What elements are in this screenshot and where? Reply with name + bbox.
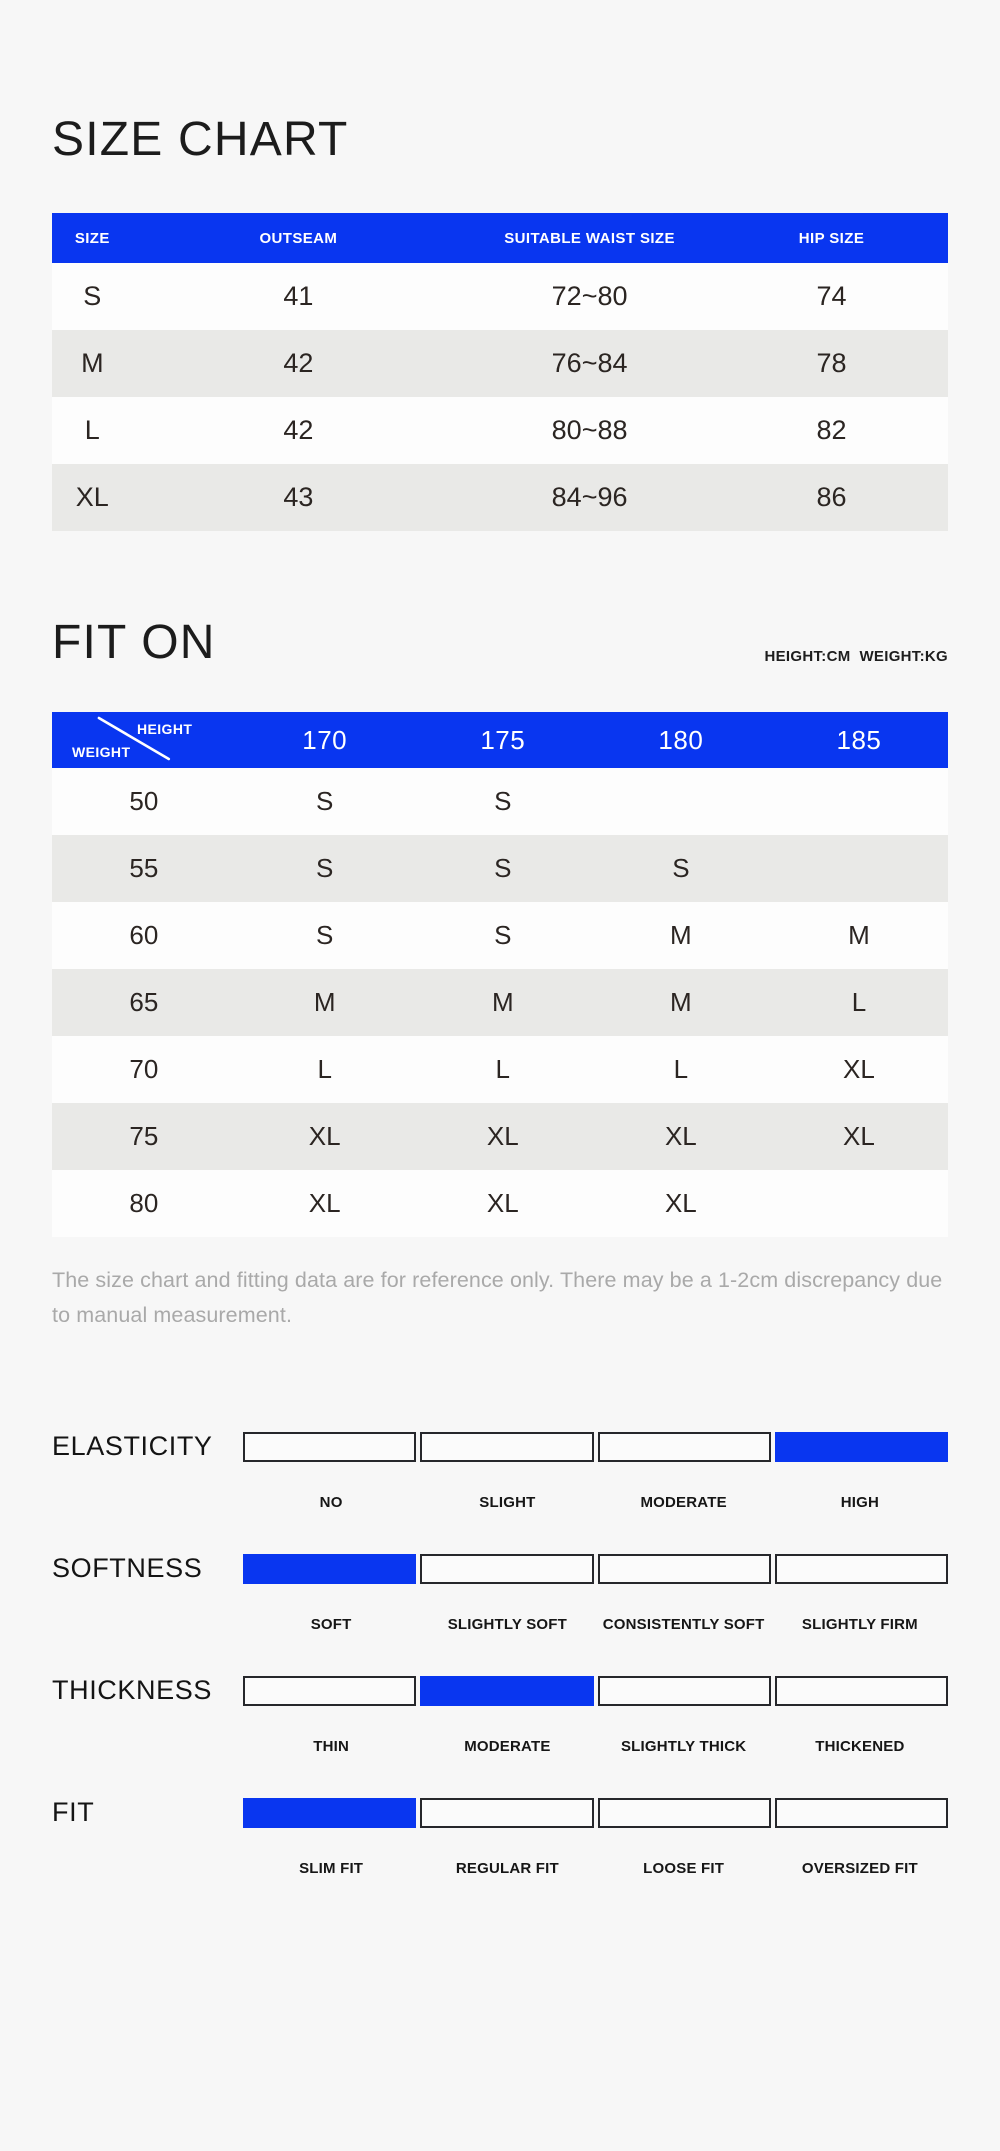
attribute-label: ELASTICITY: [52, 1431, 213, 1461]
fit-cell: XL: [308, 1121, 341, 1151]
disclaimer-text: The size chart and fitting data are for reference only. There may be a 1-2cm discrepancy due to manual measurement.: [52, 1268, 943, 1327]
hip-cell: 82: [816, 415, 847, 445]
weight-cell: 75: [129, 1121, 159, 1151]
scale-option-label: THICKENED: [815, 1738, 905, 1755]
table-row: [52, 397, 948, 464]
scale-option-label: OVERSIZED FIT: [801, 1860, 918, 1877]
fit-cell: M: [491, 987, 514, 1017]
fit-cell: M: [848, 920, 870, 950]
fit-cell: S: [672, 853, 690, 883]
fit-cell: S: [316, 853, 334, 883]
scale-segment: [420, 1554, 593, 1584]
hip-cell: 74: [816, 281, 847, 311]
fit-cell: L: [851, 987, 867, 1017]
waist-cell: 80~88: [551, 415, 628, 445]
scale-option-label: REGULAR FIT: [455, 1860, 559, 1877]
scale-segment: [243, 1554, 416, 1584]
fit-cell: S: [316, 786, 334, 816]
size-chart-header: [52, 213, 948, 263]
fit-cell: XL: [486, 1188, 519, 1218]
scale-option-label: MODERATE: [640, 1494, 727, 1511]
fit-on-table: [52, 712, 948, 1237]
scale-segment: [775, 1676, 948, 1706]
scale-option-label: NO: [319, 1494, 343, 1511]
fit-cell: L: [495, 1054, 511, 1084]
weight-cell: 70: [129, 1054, 159, 1084]
size-chart-title: SIZE CHART: [52, 113, 349, 166]
elasticity-scale-bar: [243, 1432, 948, 1462]
attribute-label: FIT: [52, 1797, 95, 1827]
scale-option-label: CONSISTENTLY SOFT: [602, 1616, 765, 1633]
weight-cell: 80: [129, 1188, 159, 1218]
fit-cell: S: [494, 786, 512, 816]
waist-cell: 84~96: [551, 482, 628, 512]
fit-cell: XL: [843, 1121, 875, 1151]
outseam-cell: 43: [283, 482, 314, 512]
scale-segment: [420, 1798, 593, 1828]
scale-labels: [243, 1860, 948, 1877]
col-header-waist: SUITABLE WAIST SIZE: [464, 213, 715, 263]
table-row: [52, 835, 948, 902]
fit-cell: S: [494, 920, 512, 950]
axis-corner-cell: [52, 712, 236, 768]
fit-cell: XL: [664, 1188, 697, 1218]
table-row: [52, 969, 948, 1036]
fit-cell: XL: [843, 1054, 875, 1084]
waist-cell: 76~84: [551, 348, 628, 378]
scale-option-label: SLIM FIT: [299, 1860, 364, 1877]
scale-segment: [598, 1432, 771, 1462]
table-row: [52, 1103, 948, 1170]
scale-option-label: SLIGHTLY SOFT: [447, 1616, 568, 1633]
fit-cell: [770, 1170, 948, 1237]
attribute-fit: [52, 1797, 948, 1877]
axis-label-weight: WEIGHT: [72, 744, 131, 760]
table-row: [52, 902, 948, 969]
weight-cell: 60: [129, 920, 159, 950]
table-row: [52, 330, 948, 397]
scale-segment: [243, 1798, 416, 1828]
fit-on-heading-row: [52, 615, 948, 671]
outseam-cell: 41: [283, 281, 314, 311]
height-header-185: 185: [770, 712, 948, 768]
size-cell: M: [81, 348, 104, 378]
hip-cell: 86: [816, 482, 847, 512]
scale-option-label: THIN: [313, 1738, 350, 1755]
fit-cell: XL: [664, 1121, 697, 1151]
scale-segment: [775, 1798, 948, 1828]
table-row: [52, 768, 948, 835]
scale-segment: [420, 1432, 593, 1462]
weight-cell: 50: [129, 786, 159, 816]
scale-option-label: HIGH: [840, 1494, 880, 1511]
fit-cell: M: [313, 987, 336, 1017]
fit-cell: M: [670, 987, 692, 1017]
scale-segment: [598, 1676, 771, 1706]
scale-segment: [243, 1676, 416, 1706]
fit-cell: [770, 768, 948, 835]
fit-cell: [770, 835, 948, 902]
fit-cell: L: [673, 1054, 689, 1084]
scale-option-label: LOOSE FIT: [643, 1860, 725, 1877]
col-header-hip: HIP SIZE: [715, 213, 948, 263]
fit-on-title: FIT ON: [52, 616, 216, 669]
attribute-label: THICKNESS: [52, 1675, 212, 1705]
fit-cell: S: [316, 920, 334, 950]
fit-scale-bar: [243, 1798, 948, 1828]
scale-segment: [598, 1554, 771, 1584]
scale-segment: [420, 1676, 593, 1706]
attribute-label: SOFTNESS: [52, 1553, 203, 1583]
outseam-cell: 42: [283, 348, 314, 378]
scale-option-label: MODERATE: [464, 1738, 551, 1755]
fit-on-header: [52, 712, 948, 768]
axis-label-height: HEIGHT: [137, 721, 193, 737]
size-cell: XL: [75, 482, 109, 512]
attribute-elasticity: [52, 1431, 948, 1511]
fit-cell: [592, 768, 770, 835]
height-header-175: 175: [414, 712, 592, 768]
scale-labels: [243, 1616, 948, 1633]
scale-labels: [243, 1738, 948, 1755]
fit-cell: XL: [486, 1121, 519, 1151]
scale-segment: [775, 1554, 948, 1584]
fit-cell: M: [670, 920, 692, 950]
table-row: [52, 1036, 948, 1103]
table-row: [52, 464, 948, 531]
fit-cell: L: [317, 1054, 332, 1084]
scale-segment: [243, 1432, 416, 1462]
scale-option-label: SOFT: [310, 1616, 352, 1633]
scale-labels: [243, 1494, 948, 1511]
weight-cell: 55: [129, 853, 159, 883]
outseam-cell: 42: [283, 415, 314, 445]
table-row: [52, 1170, 948, 1237]
waist-cell: 72~80: [551, 281, 628, 311]
scale-option-label: SLIGHTLY FIRM: [801, 1616, 918, 1633]
fit-cell: XL: [308, 1188, 341, 1218]
thickness-scale-bar: [243, 1676, 948, 1706]
col-header-size: SIZE: [52, 213, 133, 263]
size-cell: S: [83, 281, 102, 311]
col-header-outseam: OUTSEAM: [133, 213, 465, 263]
softness-scale-bar: [243, 1554, 948, 1584]
size-cell: L: [84, 415, 100, 445]
height-header-170: 170: [236, 712, 414, 768]
fabric-attributes: [52, 1431, 948, 1877]
fit-cell: S: [494, 853, 512, 883]
attribute-softness: [52, 1553, 948, 1633]
size-chart-table: [52, 213, 948, 531]
scale-segment: [598, 1798, 771, 1828]
scale-segment: [775, 1432, 948, 1462]
table-row: [52, 263, 948, 330]
attribute-thickness: [52, 1675, 948, 1755]
scale-option-label: SLIGHTLY THICK: [620, 1738, 747, 1755]
weight-cell: 65: [129, 987, 159, 1017]
scale-option-label: SLIGHT: [479, 1494, 536, 1511]
units-note: HEIGHT:CM WEIGHT:KG: [764, 648, 948, 665]
hip-cell: 78: [816, 348, 847, 378]
height-header-180: 180: [592, 712, 770, 768]
